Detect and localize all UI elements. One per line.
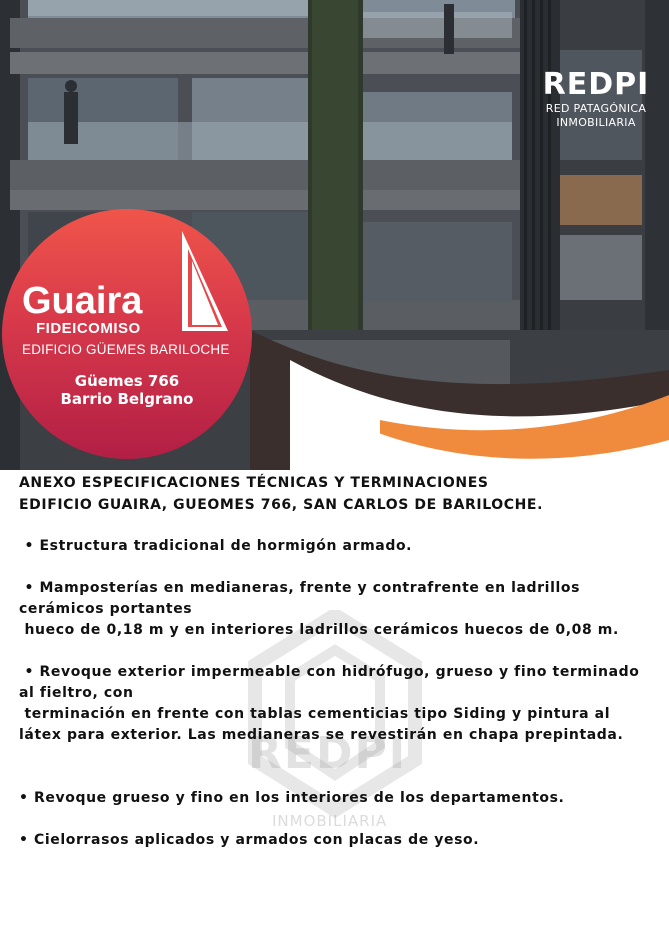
spec-item-exterior-plaster <box>19 662 649 746</box>
project-subtitle: FIDEICOMISO <box>36 320 141 337</box>
spec-line: terminación en frente con tablas cementicias tipo Siding y pintura al <box>19 706 611 722</box>
watermark-name: REDPI <box>248 728 408 779</box>
spec-line: • Cielorrasos aplicados y armados con placas de yeso. <box>19 832 480 848</box>
document-title-line-2: EDIFICIO GUAIRA, GUEOMES 766, SAN CARLOS DE BARILOCHE. <box>19 497 543 513</box>
spec-line: al fieltro, con <box>19 685 134 701</box>
spec-line: cerámicos portantes <box>19 601 193 617</box>
redpi-logo <box>533 68 659 130</box>
spec-line: • Mamposterías en medianeras, frente y contrafrente en ladrillos <box>19 580 581 596</box>
document-title-line-1: ANEXO ESPECIFICACIONES TÉCNICAS Y TERMINACIONES <box>19 475 489 491</box>
brand-subtitle-1: RED PATAGÓNICA <box>545 102 647 115</box>
brand-name: REDPI <box>542 67 650 102</box>
project-building: EDIFICIO GÜEMES BARILOCHE <box>22 342 230 357</box>
spec-line: • Estructura tradicional de hormigón armado. <box>19 538 413 554</box>
brand-subtitle-2: INMOBILIARIA <box>556 116 636 129</box>
project-title: Guaira <box>22 280 143 322</box>
hero-banner <box>0 0 669 470</box>
project-address <box>2 372 252 408</box>
project-badge <box>2 209 252 459</box>
spec-line: hueco de 0,18 m y en interiores ladrillos cerámicos huecos de 0,08 m. <box>19 622 619 638</box>
spec-item-ceilings <box>19 830 649 851</box>
spec-line: • Revoque grueso y fino en los interiores de los departamentos. <box>19 790 565 806</box>
watermark-subtitle: INMOBILIARIA <box>272 812 388 830</box>
address-line-2: Barrio Belgrano <box>60 390 194 408</box>
address-line-1: Güemes 766 <box>74 372 180 390</box>
spec-item-masonry <box>19 578 649 641</box>
spec-line: • Revoque exterior impermeable con hidrófugo, grueso y fino terminado <box>19 664 640 680</box>
spec-item-structure <box>19 536 649 557</box>
spec-item-interior-plaster <box>19 788 649 809</box>
sail-icon <box>178 231 230 335</box>
spec-line: látex para exterior. Las medianeras se revestirán en chapa prepintada. <box>19 727 624 743</box>
